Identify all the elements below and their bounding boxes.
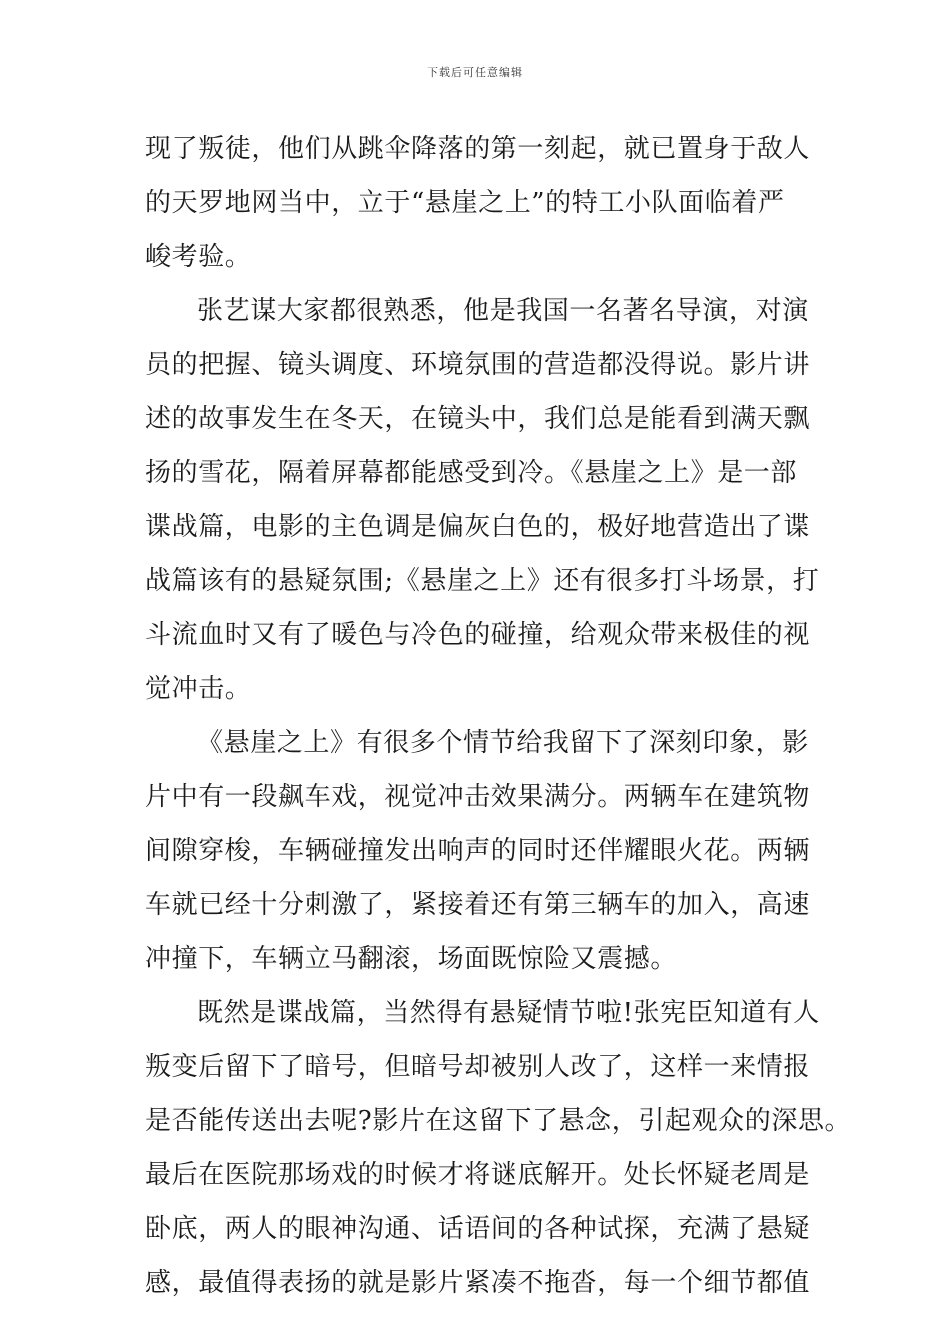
text-line: 片中有一段飙车戏，视觉冲击效果满分。两辆车在建筑物 (145, 782, 811, 812)
text-line: 车就已经十分刺激了，紧接着还有第三辆车的加入，高速 (145, 890, 811, 920)
text-line: 斗流血时又有了暖色与冷色的碰撞，给观众带来极佳的视 (145, 620, 811, 650)
text-line: 战篇该有的悬疑氛围;《悬崖之上》还有很多打斗场景，打 (145, 566, 820, 596)
text-line: 间隙穿梭，车辆碰撞发出响声的同时还伴耀眼火花。两辆 (145, 836, 811, 866)
text-line: 《悬崖之上》有很多个情节给我留下了深刻印象，影 (197, 728, 809, 758)
text-line: 员的把握、镜头调度、环境氛围的营造都没得说。影片讲 (145, 350, 811, 380)
text-line: 谍战篇，电影的主色调是偏灰白色的，极好地营造出了谍 (145, 512, 811, 542)
paragraph (145, 122, 817, 284)
text-line: 感，最值得表扬的就是影片紧凑不拖沓，每一个细节都值 (145, 1268, 811, 1298)
text-line: 叛变后留下了暗号，但暗号却被别人改了，这样一来情报 (145, 1052, 811, 1082)
paragraph (145, 986, 852, 1310)
text-line: 是否能传送出去呢?影片在这留下了悬念，引起观众的深思。 (145, 1106, 852, 1136)
article-body (145, 122, 852, 1310)
paragraph (145, 284, 820, 716)
paragraph (145, 716, 817, 986)
text-line: 既然是谍战篇，当然得有悬疑情节啦!张宪臣知道有人 (197, 998, 820, 1028)
text-line: 卧底，两人的眼神沟通、话语间的各种试探，充满了悬疑 (145, 1214, 811, 1244)
text-line: 觉冲击。 (145, 674, 252, 704)
text-line: 张艺谋大家都很熟悉，他是我国一名著名导演，对演 (197, 296, 809, 326)
page-header-note: 下载后可任意编辑 (427, 66, 523, 79)
text-line: 的天罗地网当中，立于“悬崖之上”的特工小队面临着严 (145, 188, 785, 218)
text-line: 述的故事发生在冬天，在镜头中，我们总是能看到满天飘 (145, 404, 811, 434)
text-line: 扬的雪花，隔着屏幕都能感受到冷。《悬崖之上》是一部 (145, 458, 798, 488)
text-line: 最后在医院那场戏的时候才将谜底解开。处长怀疑老周是 (145, 1160, 811, 1190)
text-line: 现了叛徒，他们从跳伞降落的第一刻起，就已置身于敌人 (145, 134, 811, 164)
text-line: 冲撞下，车辆立马翻滚，场面既惊险又震撼。 (145, 944, 678, 974)
text-line: 峻考验。 (145, 242, 252, 272)
